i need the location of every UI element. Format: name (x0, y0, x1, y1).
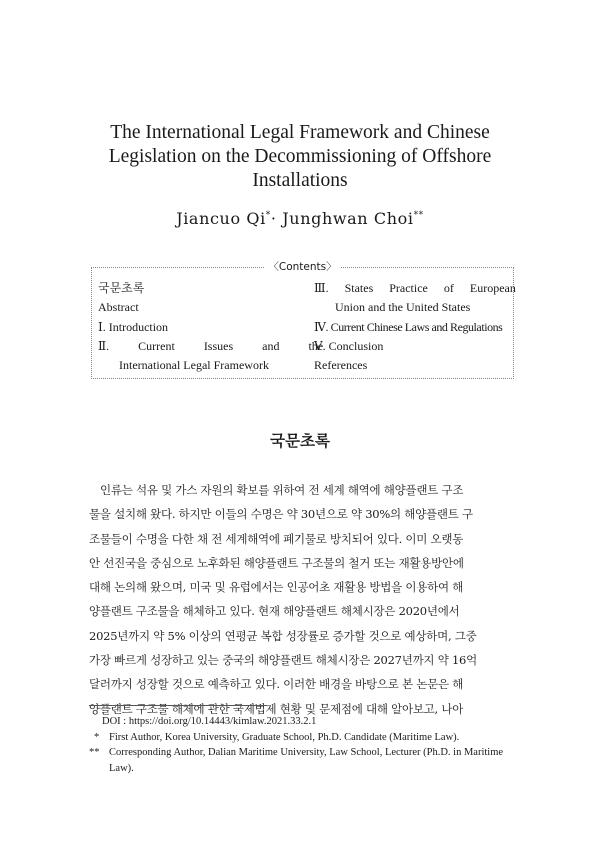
abstract-line: 양플랜트 구조물 해체에 관한 국제법제 현황 및 문제점에 대해 알아보고, 나아 (89, 701, 464, 716)
title-line: Legislation on the Decommissioning of Offshore (108, 146, 492, 167)
footnote-text: Corresponding Author, Dalian Maritime University, Law School, Lecturer (Ph.D. in Maritime Law). (109, 747, 504, 774)
doi-text[interactable]: DOI : https://doi.org/10.14443/kimlaw.2021.33.2.1 (102, 716, 317, 727)
footnotes (89, 714, 514, 776)
toc-item[interactable]: Ⅱ. Current Issues and the (98, 338, 324, 353)
toc-item[interactable]: References (314, 358, 368, 373)
toc-item-continued[interactable]: Union and the United States (335, 300, 471, 315)
author-line (60, 209, 540, 228)
footnote-text: First Author, Korea University, Graduate School, Ph.D. Candidate (Maritime Law). (109, 731, 460, 743)
title-line: The International Legal Framework and Chinese (110, 122, 490, 143)
toc-item[interactable]: Ⅰ. Introduction (98, 319, 169, 334)
author-mark: ** (413, 210, 424, 221)
toc-item[interactable]: Abstract (98, 300, 139, 315)
abstract-line: 대해 논의해 왔으며, 미국 및 유럽에서는 인공어초 재활용 방법을 이용하여 해 (89, 580, 464, 595)
abstract-line: 안 선진국을 중심으로 노후화된 해양플랜트 구조물의 철거 또는 재활용방안에 (89, 555, 464, 570)
toc-item[interactable]: Ⅲ. States Practice of European (314, 281, 516, 295)
contents-label: 〈Contents〉 (265, 261, 339, 273)
abstract-line: 인류는 석유 및 가스 자원의 확보를 위하여 전 세계 해역에 해양플랜트 구조 (100, 483, 464, 497)
abstract-line: 2025년까지 약 5% 이상의 연평균 복합 성장률로 증가할 것으로 예상하며, 그중 (89, 628, 477, 643)
paper-title (60, 121, 540, 193)
abstract-body (89, 478, 512, 721)
author-name: Junghwan Choi (282, 209, 414, 228)
footnote-first-author (89, 730, 514, 746)
footnote-mark: ** (89, 747, 100, 758)
doi-line[interactable] (89, 714, 514, 730)
author-mark: * (265, 210, 271, 221)
contents-box (91, 261, 516, 379)
contents-left-column (98, 279, 324, 375)
title-line: Installations (252, 170, 348, 191)
toc-item[interactable]: Ⅴ. Conclusion (314, 338, 384, 353)
abstract-line: 조물들이 수명을 다한 채 전 세계해역에 폐기물로 방치되어 있다. 이미 오랫동 (89, 531, 464, 546)
footnote-mark: * (94, 731, 100, 743)
toc-item-continued[interactable]: International Legal Framework (119, 358, 269, 373)
contents-right-column (314, 279, 516, 375)
toc-item[interactable]: 국문초록 (98, 281, 145, 295)
abstract-line: 가장 빠르게 성장하고 있는 중국의 해양플랜트 해체시장은 2027년까지 약 16억 (89, 653, 477, 668)
author-name: Jiancuo Qi (176, 209, 266, 228)
footnote-corresponding-author (89, 745, 514, 776)
toc-item[interactable]: Ⅳ. Current Chinese Laws and Regulations (314, 319, 503, 334)
section-heading: 국문초록 (270, 432, 330, 450)
abstract-line: 달러까지 성장할 것으로 예측하고 있다. 이러한 배경을 바탕으로 본 논문은 해 (89, 677, 464, 692)
abstract-line: 양플랜트 구조물을 해체하고 있다. 현재 해양플랜트 해체시장은 2020년에서 (89, 604, 460, 619)
author-separator: · (270, 209, 277, 228)
footnote-rule (89, 705, 267, 706)
abstract-line: 물을 설치해 왔다. 하지만 이들의 수명은 약 30년으로 약 30%의 해양플랜트 구 (89, 507, 473, 522)
